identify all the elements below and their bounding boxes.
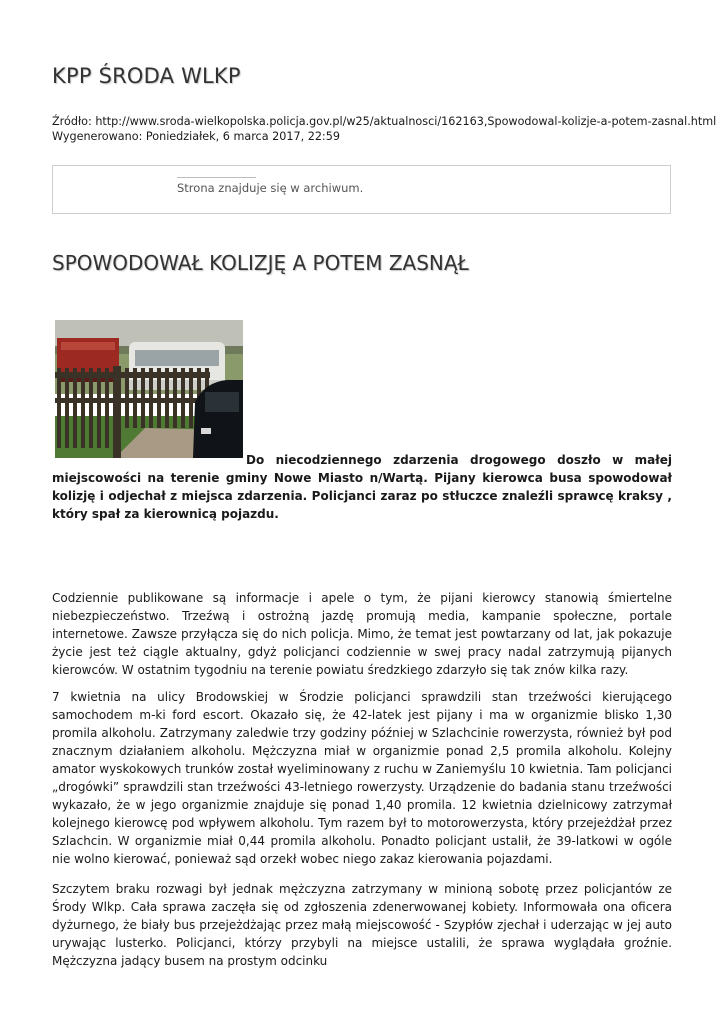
article-photo xyxy=(55,320,243,458)
article-paragraph-3: Szczytem braku rozwagi był jednak mężczyzna zatrzymany w minioną sobotę przez policjantów ze Środy Wlkp. Cała sprawa zaczęła się od zgłoszenia zdenerwowanej kobiety. Informowała ona oficera dyżurnego, że biały bus przejeżdżając przez małą miejscowość - Szypłów zjechał i uderzając w jej auto urywając lusterko. Policjanci, którzy przybyli na miejsce ustalili, że sprawa wyglądała groźnie. Mężczyzna jadący busem na prostym odcinku xyxy=(52,882,672,968)
archive-notice-text: Strona znajduje się w archiwum. xyxy=(177,181,364,195)
article-lead-text: Do niecodziennego zdarzenia drogowego doszło w małej miejscowości na terenie gminy Nowe Miasto n/Wartą. Pijany kierowca busa spowodował kolizję i odjechał z miejsca zdarzenia. Policjanci zaraz po stłuczce znaleźli sprawcę kraksy , który spał za kierownicą pojazdu. xyxy=(52,453,672,521)
article-lead xyxy=(52,451,672,523)
site-title: KPP ŚRODA WLKP xyxy=(52,64,241,88)
generated-date-line: Wygenerowano: Poniedziałek, 6 marca 2017, 22:59 xyxy=(52,130,340,143)
source-url-line[interactable]: Źródło: http://www.sroda-wielkopolska.policja.gov.pl/w25/aktualnosci/162163,Spowodowal-kolizje-a-potem-zasnal.html xyxy=(52,115,717,128)
article-paragraph-2: 7 kwietnia na ulicy Brodowskiej w Środzie policjanci sprawdzili stan trzeźwości kierującego samochodem m-ki ford escort. Okazało się, że 42-latek jest pijany i ma w organizmie blisko 1,30 promila alkoholu. Zatrzymany zaledwie trzy godziny później w Szlachcinie rowerzysta, również był pod znacznym działaniem alkoholu. Mężczyzna miał w organizmie ponad 2,5 promila alkoholu. Kolejny amator wyskokowych trunków został wyeliminowany z ruchu w Zaniemyślu 10 kwietnia. Tam policjanci „drogówki” sprawdzili stan trzeźwości 43-letniego rowerzysty. Urządzenie do badania stanu trzeźwości wykazało, że w jego organizmie znajduje się ponad 1,40 promila. 12 kwietnia dzielnicowy zatrzymał kolejnego kierowcę pod wpływem alkoholu. Tym razem był to motorowerzysta, który przejeżdżał przez Szlachcin. W organizmie miał 0,44 promila alkoholu. Ponadto policjant ustalił, że 39-latkowi w ogóle nie wolno kierować, ponieważ sąd orzekł wobec niego zakaz kierowania pojazdami. xyxy=(52,690,672,866)
archive-notice-box xyxy=(52,165,671,214)
article-paragraph-1: Codziennie publikowane są informacje i apele o tym, że pijani kierowcy stanowią śmiertelne niebezpieczeństwo. Trzeźwą i ostrożną jazdę promują media, kampanie społeczne, portale internetowe. Zawsze przyłącza się do nich policja. Mimo, że temat jest powtarzany od lat, jak pokazuje życie jest też ciągle aktualny, gdyż policjanci codziennie w swej pracy nadal zatrzymują pijanych kierowców. W ostatnim tygodniu na terenie powiatu średzkiego zdarzyło się tak znów kilka razy. xyxy=(52,591,672,677)
archive-divider xyxy=(177,177,256,178)
article-title: SPOWODOWAŁ KOLIZJĘ A POTEM ZASNĄŁ xyxy=(52,251,469,275)
document-meta xyxy=(52,114,716,144)
